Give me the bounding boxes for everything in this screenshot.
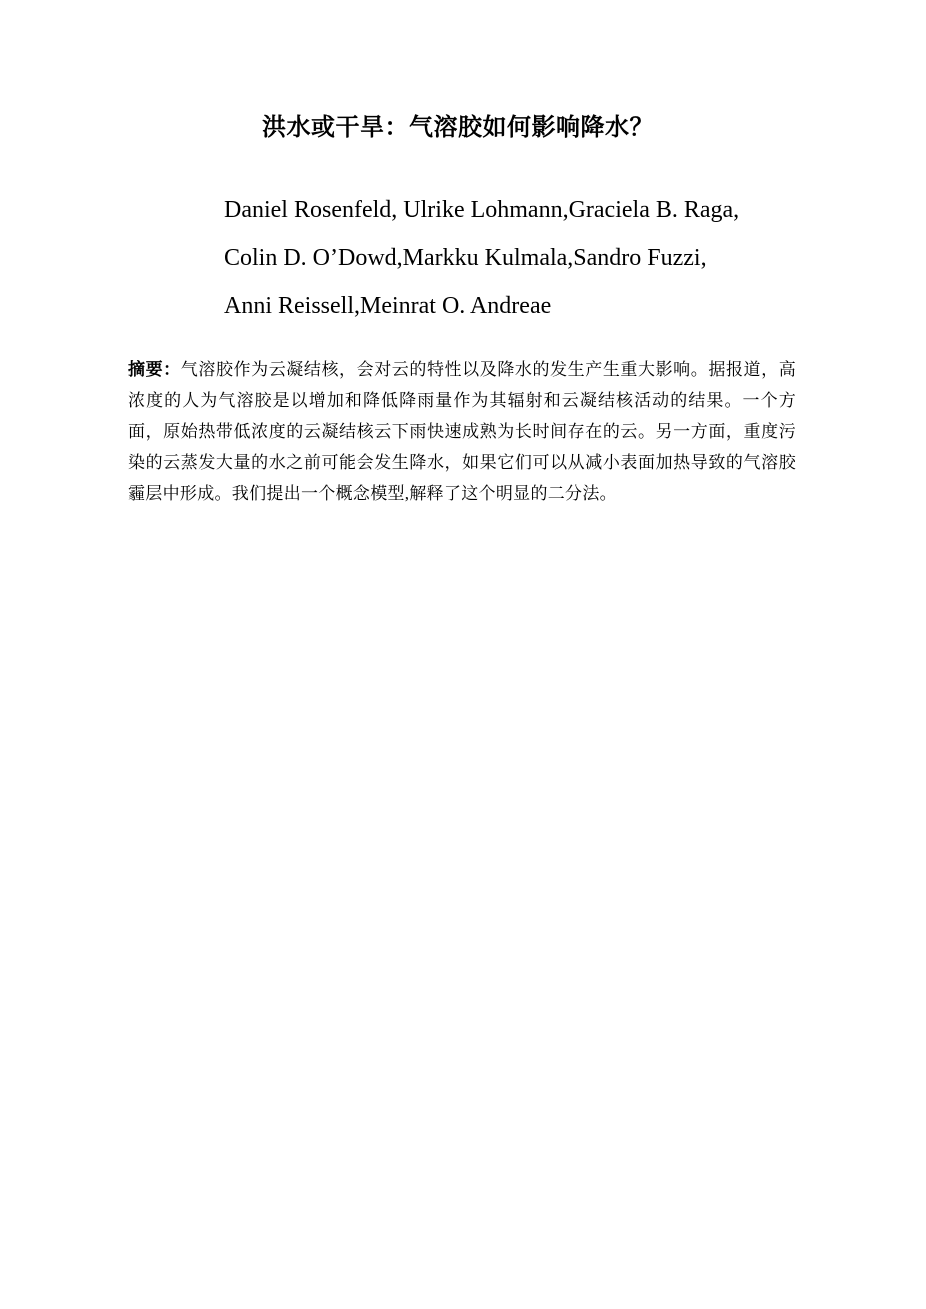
author-line: Anni Reissell,Meinrat O. Andreae [224,293,552,319]
page-title: 洪水或干旱：气溶胶如何影响降水？ [262,114,654,141]
abstract-text: 气溶胶作为云凝结核，会对云的特性以及降水的发生产生重大影响。据报道，高浓度的人为气溶胶是以增加和降低降雨量作为其辐射和云凝结核活动的结果。一个方面，原始热带低浓度的云凝结核云下雨快速成熟为长时间存在的云。另一方面，重度污染的云蒸发大量的水之前可能会发生降水，如果它们可以从减小表面加热导致的气溶胶霾层中形成。我们提出一个概念模型,解释了这个明显的二分法。 [128,360,796,503]
abstract-paragraph [128,354,796,509]
author-list [224,186,739,330]
author-line: Daniel Rosenfeld, Ulrike Lohmann,Graciela B. Raga, [224,197,740,223]
author-line: Colin D. O’Dowd,Markku Kulmala,Sandro Fuzzi, [224,245,707,271]
abstract-label: 摘要： [128,360,181,379]
